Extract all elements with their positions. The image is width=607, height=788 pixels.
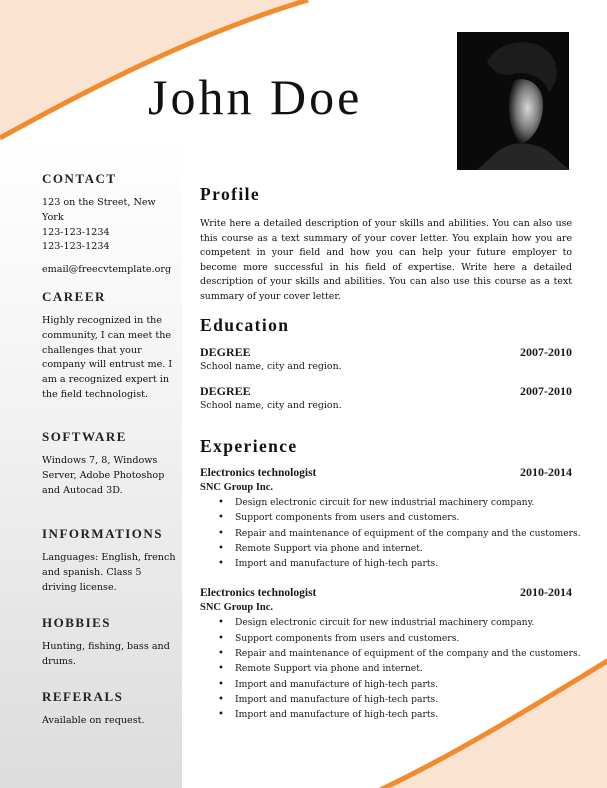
education-years: 2007-2010 xyxy=(520,384,572,398)
software-text: Windows 7, 8, Windows Server, Adobe Photoshop and Autocad 3D. xyxy=(42,455,165,496)
job-title: Electronics technologist xyxy=(200,467,317,479)
profile-heading: Profile xyxy=(200,184,261,204)
referals-heading: REFERALS xyxy=(42,689,124,704)
career-text: Highly recognized in the community, I can meet the challenges that your company will entrust me. I am a recognized expert in the field technologist. xyxy=(42,315,173,400)
contact-phone-2: 123-123-1234 xyxy=(42,241,110,253)
career-heading: CAREER xyxy=(42,289,106,304)
experience-entry xyxy=(200,465,581,571)
job-duty: • Design electronic circuit for new industrial machinery company. xyxy=(235,495,572,510)
contact-section xyxy=(42,171,178,278)
education-section xyxy=(200,315,572,413)
education-heading: Education xyxy=(200,315,290,335)
contact-email[interactable]: email@freecvtemplate.org xyxy=(42,264,172,276)
portrait-image xyxy=(457,32,569,170)
referals-text: Available on request. xyxy=(42,715,145,726)
career-section xyxy=(42,289,178,403)
job-company: SNC Group Inc. xyxy=(200,482,274,493)
experience-entry xyxy=(200,585,581,722)
hobbies-section xyxy=(42,615,178,670)
education-degree: DEGREE xyxy=(200,345,251,359)
job-duties-list xyxy=(200,615,581,722)
education-school: School name, city and region. xyxy=(200,400,342,411)
informations-section xyxy=(42,526,178,595)
job-duty: • Remote Support via phone and internet. xyxy=(235,541,572,556)
contact-address: 123 on the Street, New York xyxy=(42,197,156,223)
hobbies-text: Hunting, fishing, bass and drums. xyxy=(42,641,170,667)
job-duties-list xyxy=(200,495,581,571)
job-duty: • Import and manufacture of high-tech parts. xyxy=(235,692,572,707)
profile-text: Write here a detailed description of your skills and abilities. You can also use this course as a text summary of your cover letter. You explain how you are competent in your field and how you can help your future employer to become more successful in his field of expertise. Write here a detailed description of your skills and abilities. You can also use this course as a text summary of your cover letter. xyxy=(200,218,572,302)
job-duty: • Repair and maintenance of equipment of the company and the customers. xyxy=(235,646,572,661)
job-duty: • Design electronic circuit for new industrial machinery company. xyxy=(235,615,572,630)
job-company: SNC Group Inc. xyxy=(200,602,274,614)
job-duty: • Remote Support via phone and internet. xyxy=(235,661,572,676)
profile-photo xyxy=(457,32,569,170)
job-years: 2010-2014 xyxy=(520,465,572,479)
informations-text: Languages: English, french and spanish. Class 5 driving license. xyxy=(42,552,176,593)
education-degree: DEGREE xyxy=(200,384,251,398)
job-years: 2010-2014 xyxy=(520,585,572,600)
education-years: 2007-2010 xyxy=(520,345,572,359)
candidate-name: John Doe xyxy=(148,69,363,125)
job-duty: • Support components from users and customers. xyxy=(235,510,572,525)
hobbies-heading: HOBBIES xyxy=(42,615,112,630)
job-duty: • Repair and maintenance of equipment of the company and the customers. xyxy=(235,526,572,541)
experience-section xyxy=(200,436,581,723)
experience-heading: Experience xyxy=(200,436,298,456)
informations-heading: INFORMATIONS xyxy=(42,526,164,541)
education-entry xyxy=(200,384,572,413)
contact-details xyxy=(42,196,178,278)
job-duty: • Import and manufacture of high-tech parts. xyxy=(235,556,572,571)
profile-section xyxy=(200,184,572,305)
job-title: Electronics technologist xyxy=(200,587,317,600)
job-duty: • Support components from users and customers. xyxy=(235,631,572,646)
job-duty: • Import and manufacture of high-tech parts. xyxy=(235,677,572,692)
contact-phone-1: 123-123-1234 xyxy=(42,226,110,238)
education-school: School name, city and region. xyxy=(200,361,342,372)
contact-heading: CONTACT xyxy=(42,171,117,186)
software-section xyxy=(42,429,178,498)
software-heading: SOFTWARE xyxy=(42,429,127,444)
job-duty: • Import and manufacture of high-tech parts. xyxy=(235,707,572,722)
education-entry xyxy=(200,345,572,374)
referals-section xyxy=(42,689,178,729)
